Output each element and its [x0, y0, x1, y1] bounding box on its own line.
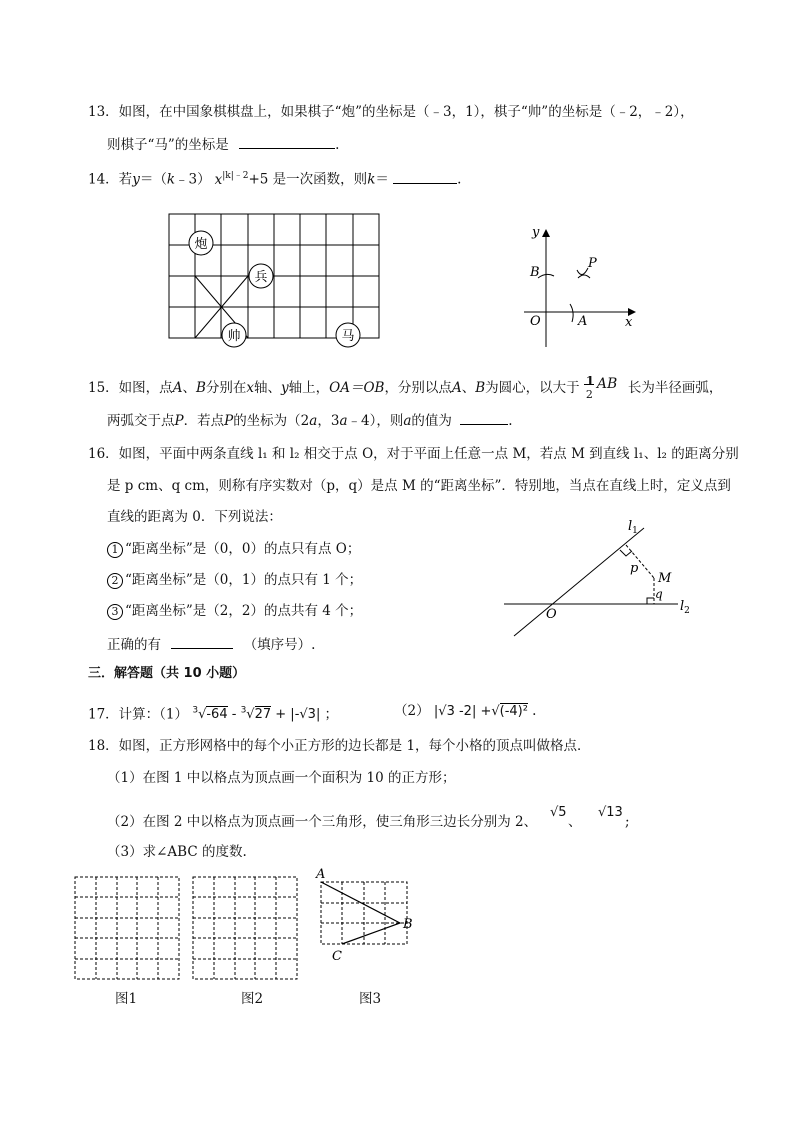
- q14-y: y: [132, 171, 140, 188]
- q16-answer-blank[interactable]: [171, 634, 233, 649]
- q18-sqrt5: √5: [550, 805, 567, 820]
- label-a: A: [316, 867, 326, 882]
- origin-label: O: [530, 314, 541, 329]
- arc-p2: [578, 275, 590, 278]
- q15-t10: 的坐标为（2: [233, 413, 310, 429]
- q17-radicand2: 27: [254, 707, 272, 723]
- q15-b2: B: [475, 380, 486, 396]
- q15-a: A: [172, 380, 183, 396]
- piece-ma: [336, 323, 360, 347]
- q17-line: [88, 702, 338, 724]
- q15-t3: 轴、: [253, 380, 281, 396]
- piece-pao-label: 炮: [194, 237, 208, 252]
- circle-number-2: 2: [107, 573, 123, 589]
- q13-answer-blank[interactable]: [239, 134, 335, 149]
- q18-semi: ;: [625, 814, 630, 830]
- q15-frac-bar: [584, 384, 594, 385]
- q15-sep1: 、: [182, 380, 196, 396]
- q16-answer-line: [107, 634, 315, 654]
- axes-figure: [520, 222, 645, 342]
- q17-part2: [394, 702, 536, 721]
- q15-a-var3: a: [403, 413, 412, 429]
- q16-line3: 直线的距离为 0．下列说法：: [107, 509, 282, 525]
- q14-eq: ＝（: [139, 171, 167, 188]
- q15-t11: ，3: [317, 413, 340, 429]
- q15-answer-blank[interactable]: [460, 410, 508, 425]
- q18-line1: 18．如图，正方形网格中的每个小正方形的边长都是 1，每个小格的顶点叫做格点．: [88, 738, 591, 754]
- q14-line: [88, 167, 461, 189]
- angle-abc-lines: [321, 882, 400, 944]
- label-o: O: [546, 607, 557, 622]
- y-axis-label: y: [532, 225, 540, 240]
- q17-label2: （2）: [394, 703, 430, 719]
- q17-abs1: -√3: [294, 707, 316, 723]
- q15-frac-num: 1: [585, 374, 595, 388]
- figure-3-caption: 图3: [359, 991, 382, 1007]
- q18-comma: 、: [568, 814, 582, 830]
- q14-eq2: ＝: [375, 171, 389, 188]
- grid-figure-2: [192, 876, 298, 980]
- q17-radicand3: (-4)²: [499, 704, 528, 719]
- label-m: M: [658, 571, 672, 586]
- q13-line2: [107, 134, 339, 154]
- q13-line1: 13．如图，在中国象棋棋盘上，如果棋子“炮”的坐标是（﹣3，1），棋子“帅”的坐标是（﹣2，﹣2），: [88, 104, 694, 120]
- label-l1: $l_1$: [628, 519, 638, 536]
- q14-answer-blank[interactable]: [393, 169, 457, 184]
- q18-part3: （3）求∠ABC 的度数.: [107, 844, 247, 860]
- q15-line1: [88, 374, 723, 401]
- q17-abs2: √3 -2: [438, 704, 472, 719]
- q18-part2: [107, 813, 537, 831]
- right-angle-mark-1: [620, 550, 632, 556]
- line-l1: [514, 528, 644, 636]
- label-l2: $l_2$: [680, 599, 690, 616]
- q17-expr2: |√3 -2| +√(-4)²: [433, 704, 528, 719]
- q16-option1: [107, 540, 360, 558]
- q18-part2-text: （2）在图 2 中以格点为顶点画一个三角形，使三角形三边长分别为 2、: [107, 814, 538, 830]
- q16-answer-pre: 正确的有: [107, 637, 161, 653]
- section-3-heading: 三．解答题（共 10 小题）: [88, 666, 246, 681]
- piece-shuai-label: 帅: [227, 329, 241, 344]
- label-b: B: [403, 917, 413, 932]
- piece-ma-label: 马: [341, 329, 355, 344]
- q15-y: y: [280, 380, 289, 396]
- label-q: q: [655, 587, 663, 601]
- piece-shuai: [222, 323, 246, 347]
- q15-a2: A: [451, 380, 462, 396]
- q15-frac-ab: AB: [596, 376, 618, 392]
- distance-coordinate-figure: [502, 518, 702, 638]
- q15-b: B: [195, 380, 206, 396]
- q17-expr1: $^3$√-64 - $^3$√27 + |-√3|: [192, 706, 325, 723]
- piece-bing-label: 兵: [254, 270, 268, 285]
- q15-oaob: OA＝OB: [329, 380, 385, 396]
- q15-t5: ，分别以点: [384, 380, 452, 396]
- point-b-label: B: [530, 265, 540, 280]
- q14-pre: 14．若: [88, 171, 133, 188]
- q18-sqrt13: √13: [598, 805, 623, 820]
- q15-a-var2: a: [339, 413, 348, 429]
- piece-bing: [249, 264, 273, 288]
- q15-t7: 长为半径画弧，: [627, 380, 723, 396]
- q15-x: x: [246, 380, 254, 396]
- q16-option3: [107, 602, 362, 620]
- q17-dot: .: [532, 703, 537, 719]
- q16-answer-post: （填序号）.: [243, 637, 316, 653]
- q13-end: .: [335, 137, 340, 153]
- label-p: p: [630, 561, 639, 576]
- q15-t12: ﹣4），则: [347, 413, 404, 429]
- q16-option3-text: “距离坐标”是（2，2）的点共有 4 个；: [125, 603, 363, 619]
- q16-option2: [107, 571, 362, 589]
- figure-1-caption: 图1: [115, 991, 138, 1007]
- q16-line2: 是 p cm、q cm，则称有序实数对（p，q）是点 M 的“距离坐标”．特别地，当点在直线上时，定义点到: [107, 478, 731, 494]
- circle-number-1: 1: [107, 542, 123, 558]
- q15-t1: 15．如图，点: [88, 380, 173, 396]
- q16-option2-text: “距离坐标”是（0，1）的点只有 1 个；: [125, 572, 363, 588]
- label-c: C: [332, 949, 342, 964]
- q18-part1: （1）在图 1 中以格点为顶点画一个面积为 10 的正方形；: [107, 770, 456, 786]
- q13-prompt: 则棋子“马”的坐标是: [107, 137, 229, 153]
- chessboard-figure: [168, 212, 388, 352]
- q15-line2: [107, 410, 513, 430]
- q15-a-var1: a: [309, 413, 318, 429]
- figure-2-caption: 图2: [241, 991, 264, 1007]
- q17-label: 17．计算：（1）: [88, 706, 189, 723]
- circle-number-3: 3: [107, 604, 123, 620]
- q15-t2: 分别在: [205, 380, 247, 396]
- grid-figure-3: [316, 868, 426, 964]
- q15-sep2: 、: [461, 380, 476, 396]
- right-angle-mark-2: [647, 598, 654, 604]
- q16-line1: 16．如图，平面中两条直线 l₁ 和 l₂ 相交于点 O，对于平面上任意一点 M，若点 M 到直线 l₁、l₂ 的距离分别: [88, 446, 739, 462]
- q15-t13: 的值为: [411, 413, 452, 429]
- q15-t4: 轴上，: [288, 380, 330, 396]
- q17-semi: ；: [324, 706, 338, 723]
- q15-t6: 为圆心，以大于: [485, 380, 580, 396]
- q17-radicand1: -64: [206, 707, 228, 723]
- q14-plus5: +5 是一次函数，则: [248, 171, 368, 188]
- q14-end: .: [457, 171, 462, 188]
- q15-t9: ．若点: [183, 413, 225, 429]
- point-a-label: A: [578, 314, 588, 329]
- q14-k: k: [166, 171, 176, 188]
- piece-pao: [189, 231, 213, 255]
- q15-p2: P: [224, 413, 234, 429]
- q14-exponent: |k|﹣2: [222, 171, 249, 181]
- point-p-label: P: [588, 256, 597, 271]
- q15-end: .: [508, 413, 513, 429]
- q14-k2: k: [367, 171, 376, 188]
- x-axis-label: x: [625, 315, 633, 330]
- arc-a: [570, 304, 573, 322]
- q16-option1-text: “距离坐标”是（0，0）的点只有点 O；: [125, 541, 361, 557]
- q15-frac-den: 2: [585, 388, 593, 401]
- q15-t8: 两弧交于点: [107, 413, 175, 429]
- q14-x: x: [214, 171, 223, 188]
- q14-minus3: ﹣3）: [175, 171, 211, 188]
- q15-p: P: [174, 413, 184, 429]
- arc-p1: [577, 268, 588, 275]
- grid-figure-1: [74, 876, 180, 980]
